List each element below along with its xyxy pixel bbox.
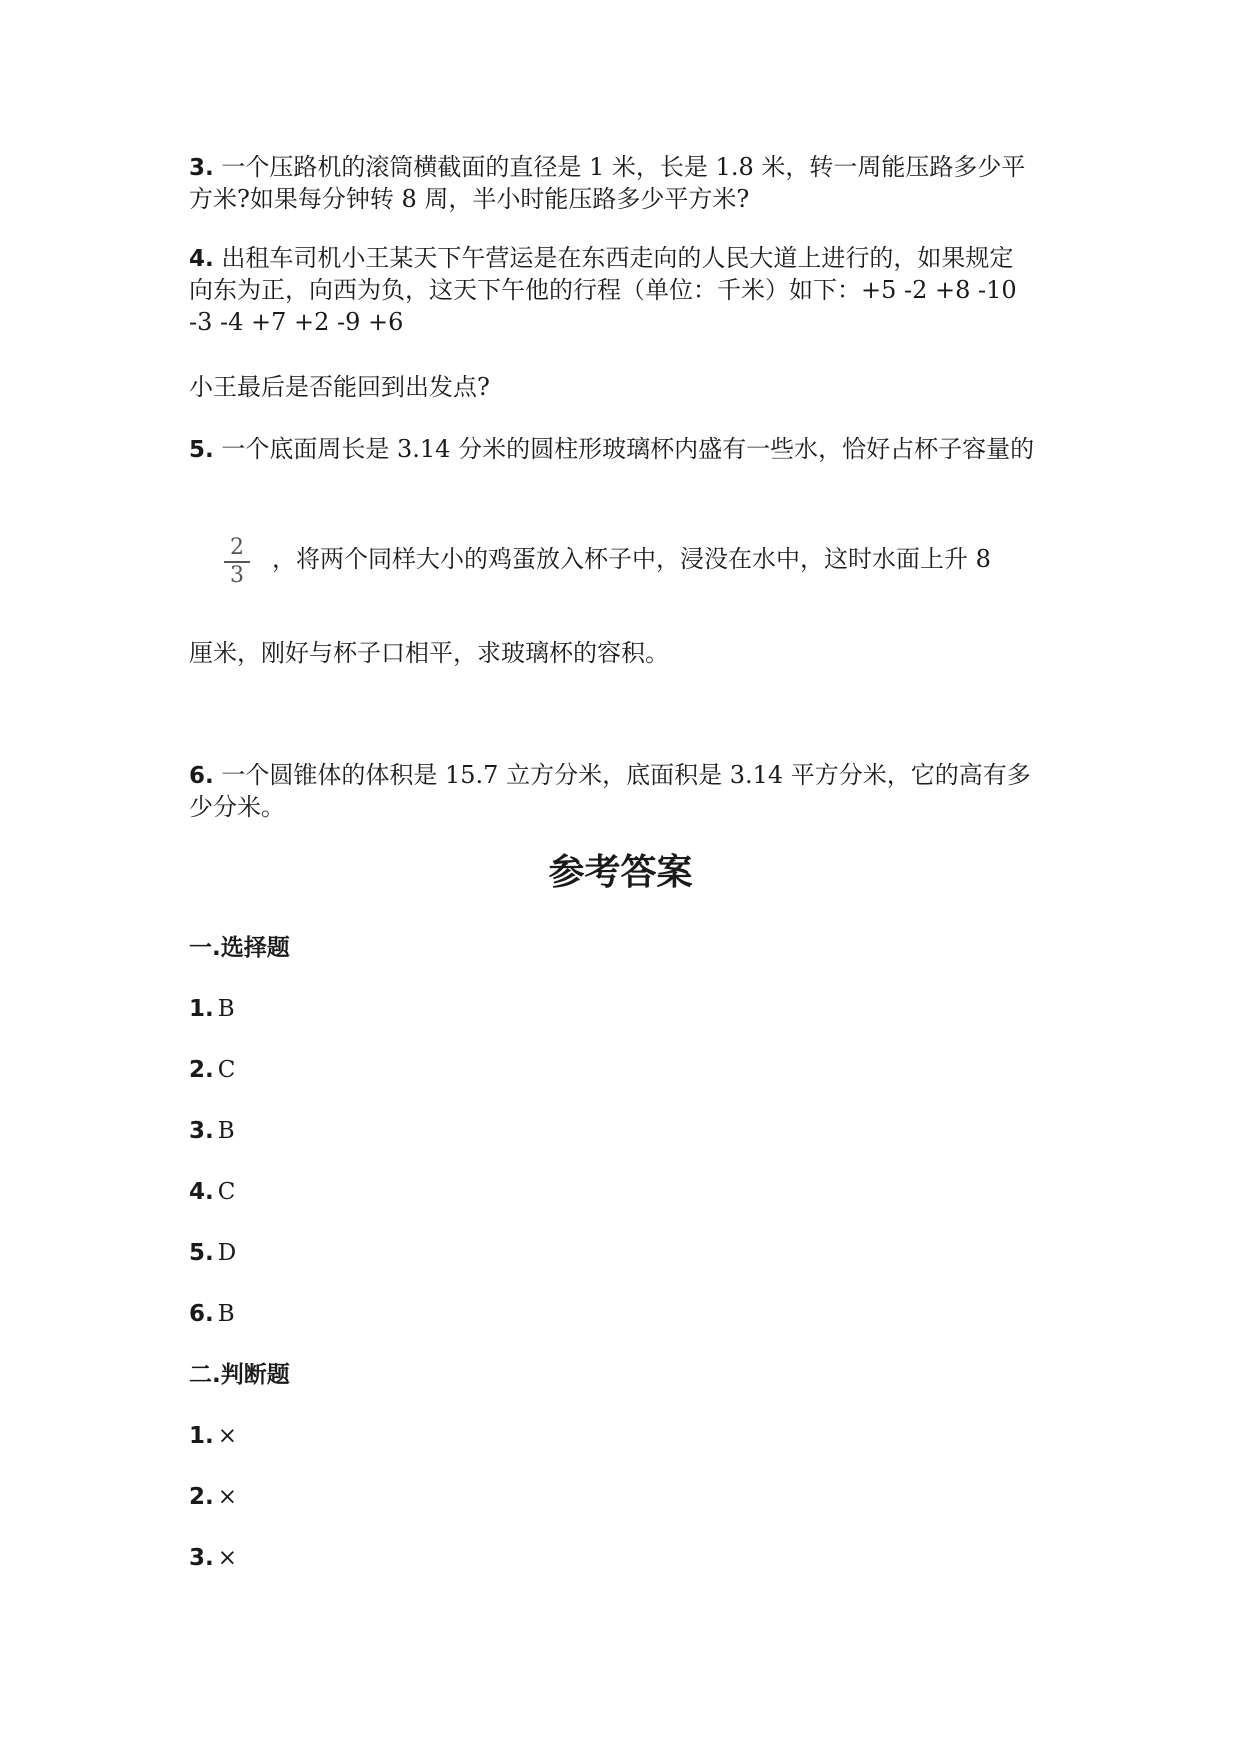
judge-answer-value: ×	[217, 1484, 238, 1510]
fraction-numerator: 2	[230, 535, 244, 560]
q4-line1	[189, 241, 1013, 276]
judge-answer	[189, 1480, 237, 1514]
q5-line2: ，将两个同样大小的鸡蛋放入杯子中，浸没在水中，这时水面上升 8	[272, 545, 991, 573]
q4-text-1: 出租车司机小王某天下午营运是在东西走向的人民大道上进行的，如果规定	[221, 244, 1014, 272]
section-judge-heading: 二.判断题	[189, 1362, 290, 1388]
choice-answer-number: 5.	[189, 1240, 214, 1266]
judge-answer	[189, 1419, 237, 1453]
q6-text-1: 一个圆锥体的体积是 15.7 立方分米，底面积是 3.14 平方分米，它的高有多	[221, 761, 1031, 789]
q6-line1	[189, 758, 1031, 793]
q4-line3: -3 -4 +7 +2 -9 +6	[189, 308, 404, 336]
section-choice-heading: 一.选择题	[189, 935, 290, 961]
choice-answer-number: 4.	[189, 1179, 214, 1205]
q6-number: 6.	[189, 763, 214, 789]
q4-line4: 小王最后是否能回到出发点?	[189, 373, 490, 401]
choice-answer	[189, 992, 235, 1026]
choice-answer	[189, 1053, 235, 1087]
answers-title: 参考答案	[548, 852, 693, 893]
q3-text-1: 一个压路机的滚筒横截面的直径是 1 米，长是 1.8 米，转一周能压路多少平	[221, 153, 1026, 181]
judge-answer-value: ×	[217, 1423, 238, 1449]
judge-answer-number: 2.	[189, 1484, 214, 1510]
judge-answer-number: 1.	[189, 1423, 214, 1449]
q6-line2: 少分米。	[189, 793, 285, 821]
choice-answer	[189, 1175, 235, 1209]
q4-number: 4.	[189, 246, 214, 272]
q3-number: 3.	[189, 155, 214, 181]
choice-answer	[189, 1114, 235, 1148]
q5-text-1: 一个底面周长是 3.14 分米的圆柱形玻璃杯内盛有一些水，恰好占杯子容量的	[221, 435, 1035, 463]
choice-answer-value: B	[217, 1118, 235, 1144]
choice-answer	[189, 1236, 236, 1270]
judge-answer	[189, 1541, 237, 1575]
judge-answer-value: ×	[217, 1545, 238, 1571]
fraction-two-thirds	[224, 536, 250, 588]
choice-answer-value: B	[217, 1301, 235, 1327]
fraction-denominator: 3	[230, 562, 244, 588]
choice-answer-value: B	[217, 996, 235, 1022]
choice-answer-value: D	[217, 1240, 237, 1266]
q3-line1	[189, 150, 1025, 185]
choice-answer-number: 2.	[189, 1057, 214, 1083]
judge-answer-number: 3.	[189, 1545, 214, 1571]
q4-line2: 向东为正，向西为负，这天下午他的行程（单位：千米）如下：+5 -2 +8 -10	[189, 276, 1017, 304]
choice-answer-value: C	[217, 1179, 236, 1205]
q5-line1	[189, 432, 1034, 467]
choice-answer	[189, 1297, 235, 1331]
choice-answer-value: C	[217, 1057, 236, 1083]
q5-line3: 厘米，刚好与杯子口相平，求玻璃杯的容积。	[189, 639, 669, 667]
choice-answer-number: 6.	[189, 1301, 214, 1327]
choice-answer-number: 3.	[189, 1118, 214, 1144]
choice-answer-number: 1.	[189, 996, 214, 1022]
q3-line2: 方米?如果每分钟转 8 周，半小时能压路多少平方米?	[189, 185, 750, 213]
q5-number: 5.	[189, 437, 214, 463]
